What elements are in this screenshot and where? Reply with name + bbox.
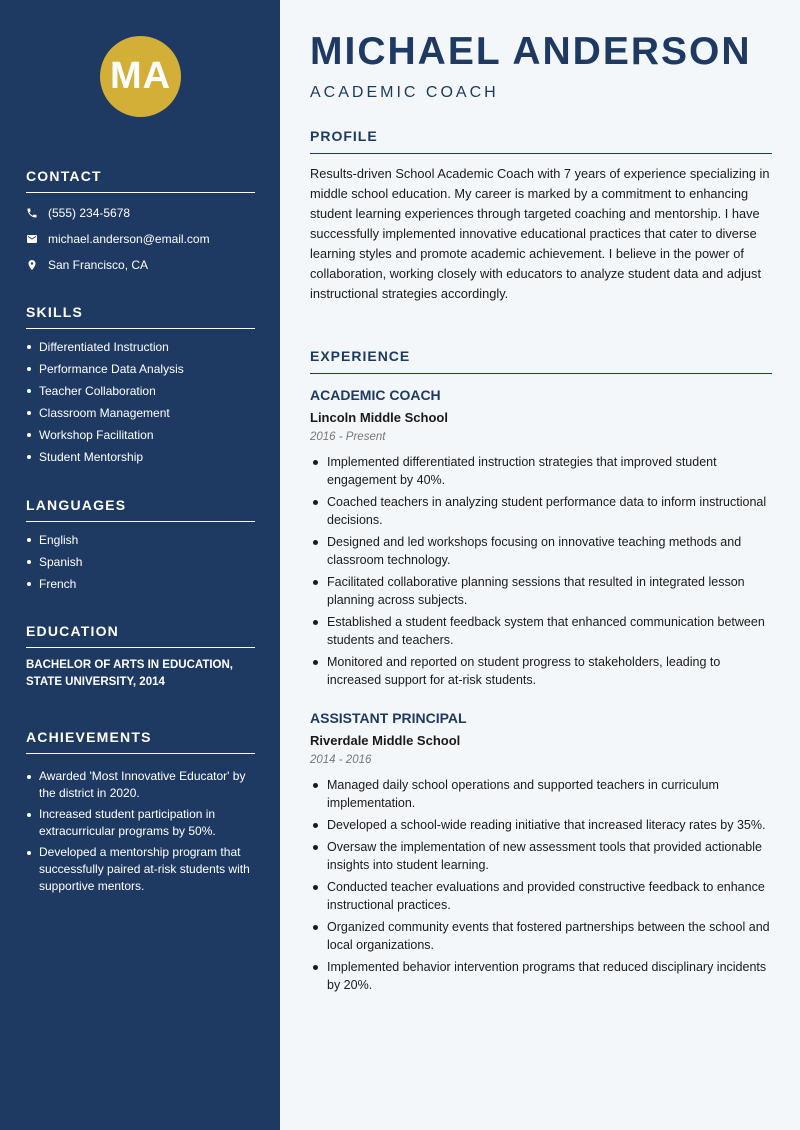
- contact-email[interactable]: [26, 231, 255, 246]
- languages-section: [26, 497, 255, 599]
- phone-icon: [26, 207, 38, 219]
- email-text: michael.anderson@email.com: [48, 231, 210, 246]
- mail-icon: [26, 233, 38, 245]
- job-bullet: Oversaw the implementation of new assessment tools that provided actionable insights into student learning.: [310, 838, 772, 874]
- skills-heading: SKILLS: [26, 304, 255, 329]
- location-text: San Francisco, CA: [48, 257, 149, 272]
- education-degree: BACHELOR OF ARTS IN EDUCATION, STATE UNIVERSITY, 2014: [26, 659, 233, 688]
- languages-heading: LANGUAGES: [26, 497, 255, 522]
- job-bullet: Implemented behavior intervention programs that reduced disciplinary incidents by 20%.: [310, 958, 772, 994]
- experience-section: [310, 348, 772, 374]
- achievements-heading: ACHIEVEMENTS: [26, 729, 255, 754]
- profile-heading: PROFILE: [310, 128, 772, 154]
- job-company: Lincoln Middle School: [310, 410, 448, 425]
- avatar: MA: [100, 36, 181, 117]
- contact-section: [26, 168, 255, 272]
- language-item: French: [26, 577, 255, 591]
- skills-list: [26, 340, 255, 464]
- achievements-list: [26, 768, 255, 895]
- job-bullet: Designed and led workshops focusing on innovative teaching methods and classroom technology.: [310, 533, 772, 569]
- achievement-item: Awarded 'Most Innovative Educator' by the district in 2020.: [26, 768, 255, 802]
- job-bullet: Coached teachers in analyzing student performance data to inform instructional decisions.: [310, 493, 772, 529]
- job-title: ACADEMIC COACH: [310, 387, 441, 403]
- job-bullet: Facilitated collaborative planning sessions that resulted in integrated lesson planning across subjects.: [310, 573, 772, 609]
- skill-item: Student Mentorship: [26, 450, 255, 464]
- contact-location: [26, 257, 255, 272]
- job-bullet: Implemented differentiated instruction strategies that improved student engagement by 40%.: [310, 453, 772, 489]
- achievement-item: Increased student participation in extracurricular programs by 50%.: [26, 806, 255, 840]
- skill-item: Classroom Management: [26, 406, 255, 420]
- language-item: Spanish: [26, 555, 255, 569]
- education-section: [26, 623, 255, 691]
- job-company: Riverdale Middle School: [310, 733, 461, 748]
- languages-list: [26, 533, 255, 591]
- language-item: English: [26, 533, 255, 547]
- job-bullets: [310, 776, 772, 994]
- skill-item: Workshop Facilitation: [26, 428, 255, 442]
- job-bullet: Conducted teacher evaluations and provided constructive feedback to enhance instructional practices.: [310, 878, 772, 914]
- skill-item: Performance Data Analysis: [26, 362, 255, 376]
- education-heading: EDUCATION: [26, 623, 255, 648]
- skill-item: Teacher Collaboration: [26, 384, 255, 398]
- achievement-item: Developed a mentorship program that successfully paired at-risk students with supportive mentors.: [26, 844, 255, 895]
- contact-phone[interactable]: [26, 205, 255, 220]
- job-bullet: Developed a school-wide reading initiative that increased literacy rates by 35%.: [310, 816, 772, 834]
- job-entry: [310, 387, 772, 693]
- job-entry: [310, 710, 772, 998]
- candidate-role: ACADEMIC COACH: [310, 84, 499, 101]
- skills-section: [26, 304, 255, 472]
- job-bullet: Managed daily school operations and supported teachers in curriculum implementation.: [310, 776, 772, 812]
- profile-section: [310, 128, 772, 304]
- job-bullet: Monitored and reported on student progress to stakeholders, leading to increased support for at-risk students.: [310, 653, 772, 689]
- candidate-name: MICHAEL ANDERSON: [310, 30, 752, 73]
- achievements-section: [26, 729, 255, 899]
- skill-item: Differentiated Instruction: [26, 340, 255, 354]
- job-bullet: Established a student feedback system that enhanced communication between students and teachers.: [310, 613, 772, 649]
- phone-text: (555) 234-5678: [48, 205, 131, 220]
- job-title: ASSISTANT PRINCIPAL: [310, 710, 467, 726]
- job-bullet: Organized community events that fostered partnerships between the school and local organizations.: [310, 918, 772, 954]
- experience-heading: EXPERIENCE: [310, 348, 772, 374]
- job-dates: 2016 - Present: [310, 431, 386, 443]
- job-bullets: [310, 453, 772, 689]
- sidebar: [0, 0, 280, 1130]
- location-pin-icon: [26, 259, 38, 271]
- contact-heading: CONTACT: [26, 168, 255, 193]
- job-dates: 2014 - 2016: [310, 754, 372, 766]
- profile-text: Results-driven School Academic Coach with 7 years of experience specializing in middle school education. My career is marked by a commitment to enhancing student learning experiences through targeted coaching and mentorship. I have successfully implemented innovative educational practices that cater to diverse learning styles and promote academic achievement. I believe in the power of collaboration, working closely with educators to analyze student data and adjust instructional strategies accordingly.: [310, 166, 770, 301]
